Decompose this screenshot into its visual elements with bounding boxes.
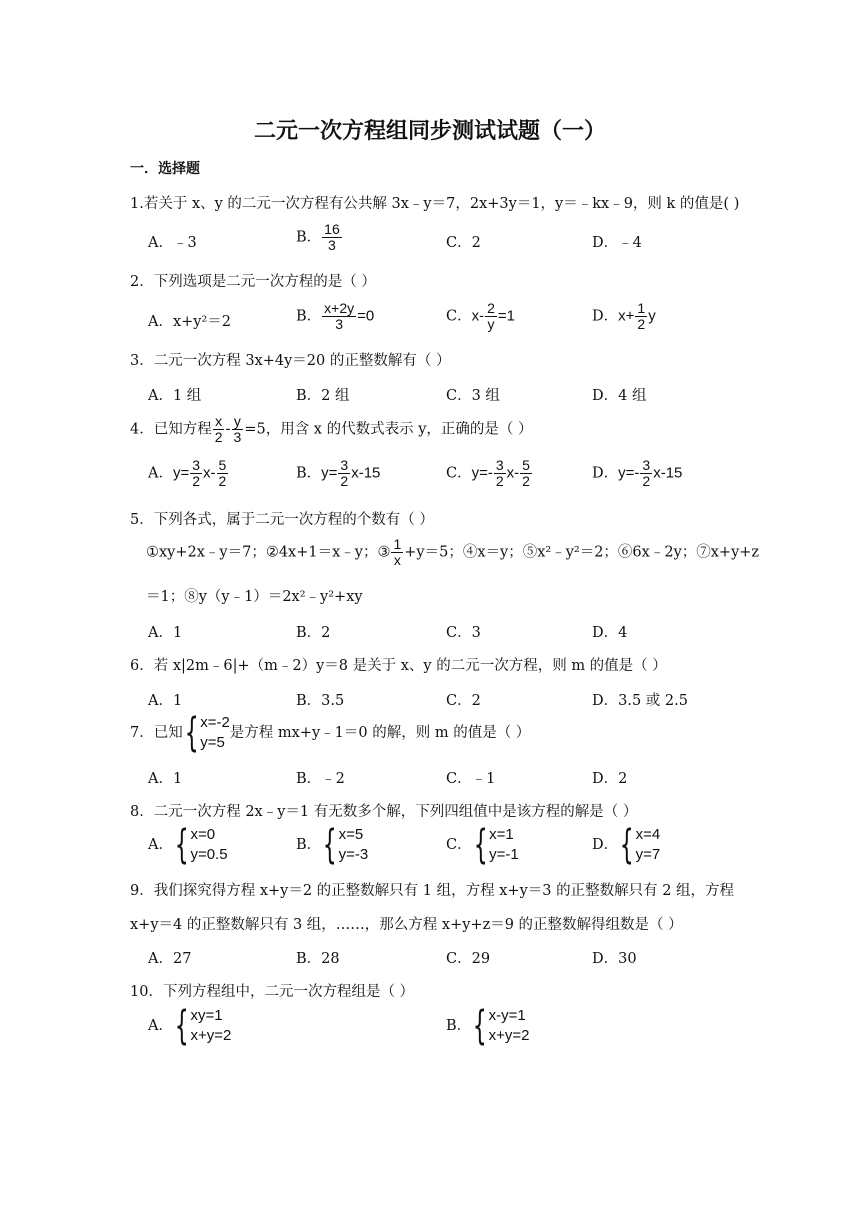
equation-system: { x=-2 y=5: [184, 710, 230, 756]
q2-option-c[interactable]: C．x- $\frac{2}{y}$ =1: [446, 300, 516, 332]
question-7-stem: 7．已知 { x=-2 y=5 是方程 mx+y﹣1＝0 的解，则 m 的值是（ ）: [130, 710, 531, 756]
q9-option-c[interactable]: C．29: [446, 951, 491, 967]
q6-option-a[interactable]: A．1: [148, 693, 183, 709]
q5-option-d[interactable]: D．4: [592, 625, 628, 641]
q4-option-d[interactable]: D．y=- $\frac{3}{2}$ x-15: [592, 457, 683, 489]
q10-option-a[interactable]: A． { xy=1 x+y=2: [148, 1003, 232, 1049]
q9-option-d[interactable]: D．30: [592, 951, 637, 967]
question-5-line-1: ①xy+2x﹣y＝7；②4x+1＝x﹣y；③ $\frac{1}{x}$ +y＝5；④x＝y；⑤x²﹣y²＝2；⑥6x﹣2y；⑦x+y+z: [146, 536, 760, 568]
q8-option-c[interactable]: C． { x=1 y=-1: [446, 822, 519, 868]
q8-option-a[interactable]: A． { x=0 y=0.5: [148, 822, 228, 868]
q5-option-c[interactable]: C．3: [446, 625, 481, 641]
fraction: $\frac{16}{3}$: [324, 221, 340, 253]
question-6-stem: 6．若 x|2m﹣6|+（m﹣2）y＝8 是关于 x、y 的二元一次方程，则 m 的值是（ ）: [130, 658, 667, 674]
q1-option-a[interactable]: A．﹣3: [148, 235, 197, 251]
page-title: 二元一次方程组同步测试试题（一）: [253, 118, 606, 144]
brace-icon: {: [619, 822, 634, 868]
q3-option-b[interactable]: B．2 组: [296, 388, 350, 404]
q2-option-b[interactable]: B． $\frac{x+2y}{3}$ =0: [296, 300, 375, 332]
q3-option-a[interactable]: A．1 组: [148, 388, 202, 404]
q7-option-d[interactable]: D．2: [592, 771, 628, 787]
q1-option-b[interactable]: [296, 222, 343, 253]
brace-icon: {: [174, 822, 189, 868]
q9-option-a[interactable]: A．27: [148, 951, 192, 967]
question-9-stem-line-1: 9．我们探究得方程 x+y＝2 的正整数解只有 1 组，方程 x+y＝3 的正整数解只有 2 组，方程: [130, 883, 735, 899]
q4-option-c[interactable]: C．y=- $\frac{3}{2}$ x- $\frac{5}{2}$: [446, 457, 530, 489]
q10-option-b[interactable]: B． { x-y=1 x+y=2: [446, 1003, 530, 1049]
question-3-stem: 3．二元一次方程 3x+4y＝20 的正整数解有（ ）: [130, 353, 451, 369]
option-label: B．: [296, 229, 322, 246]
q6-option-b[interactable]: B．3.5: [296, 693, 345, 709]
question-2-stem: 2．下列选项是二元一次方程的是（ ）: [130, 274, 376, 290]
q2-option-d[interactable]: D．x+ $\frac{1}{2}$ y: [592, 300, 656, 332]
question-10-stem: 10．下列方程组中，二元一次方程组是（ ）: [130, 984, 415, 1000]
q7-option-c[interactable]: C．﹣1: [446, 771, 496, 787]
q8-option-b[interactable]: B． { x=5 y=-3: [296, 822, 369, 868]
brace-icon: {: [174, 1003, 189, 1049]
q7-option-b[interactable]: B．﹣2: [296, 771, 345, 787]
question-5-stem: 5．下列各式，属于二元一次方程的个数有（ ）: [130, 512, 434, 528]
q5-option-b[interactable]: B．2: [296, 625, 331, 641]
fraction: $\frac{2}{y}$: [487, 300, 495, 332]
question-5-line-2: ＝1；⑧y（y﹣1）＝2x²﹣y²+xy: [146, 589, 363, 605]
brace-icon: {: [184, 710, 199, 756]
q3-option-d[interactable]: D．4 组: [592, 388, 647, 404]
brace-icon: {: [473, 822, 488, 868]
question-4-stem: 4．已知方程 $\frac{x}{2}$ - $\frac{y}{3}$ =5，用含 x 的代数式表示 y，正确的是（ ）: [130, 413, 533, 445]
brace-icon: {: [322, 822, 337, 868]
q2-option-a[interactable]: A．x+y²＝2: [148, 314, 232, 330]
q1-option-c[interactable]: C．2: [446, 235, 481, 251]
q7-option-a[interactable]: A．1: [148, 771, 183, 787]
section-heading: 一．选择题: [130, 161, 200, 177]
q4-option-a[interactable]: A．y= $\frac{3}{2}$ x- $\frac{5}{2}$: [148, 457, 227, 489]
fraction: $\frac{1}{2}$: [637, 300, 646, 332]
question-8-stem: 8．二元一次方程 2x﹣y＝1 有无数多个解，下列四组值中是该方程的解是（ ）: [130, 804, 638, 820]
brace-icon: {: [472, 1003, 487, 1049]
q4-option-b[interactable]: B．y= $\frac{3}{2}$ x-15: [296, 457, 381, 489]
fraction: $\frac{x+2y}{3}$: [324, 300, 355, 332]
question-9-stem-line-2: x+y＝4 的正整数解只有 3 组，……，那么方程 x+y+z＝9 的正整数解得组数是（ ）: [130, 917, 683, 933]
q5-option-a[interactable]: A．1: [148, 625, 183, 641]
q8-option-d[interactable]: D． { x=4 y=7: [592, 822, 661, 868]
q1-option-d[interactable]: D．﹣4: [592, 235, 642, 251]
q6-option-d[interactable]: D．3.5 或 2.5: [592, 693, 688, 709]
q9-option-b[interactable]: B．28: [296, 951, 340, 967]
q6-option-c[interactable]: C．2: [446, 693, 481, 709]
q3-option-c[interactable]: C．3 组: [446, 388, 500, 404]
question-1-stem: 1.若关于 x、y 的二元一次方程有公共解 3x﹣y＝7，2x+3y＝1，y＝﹣kx﹣9，则 k 的值是( ): [130, 196, 740, 212]
